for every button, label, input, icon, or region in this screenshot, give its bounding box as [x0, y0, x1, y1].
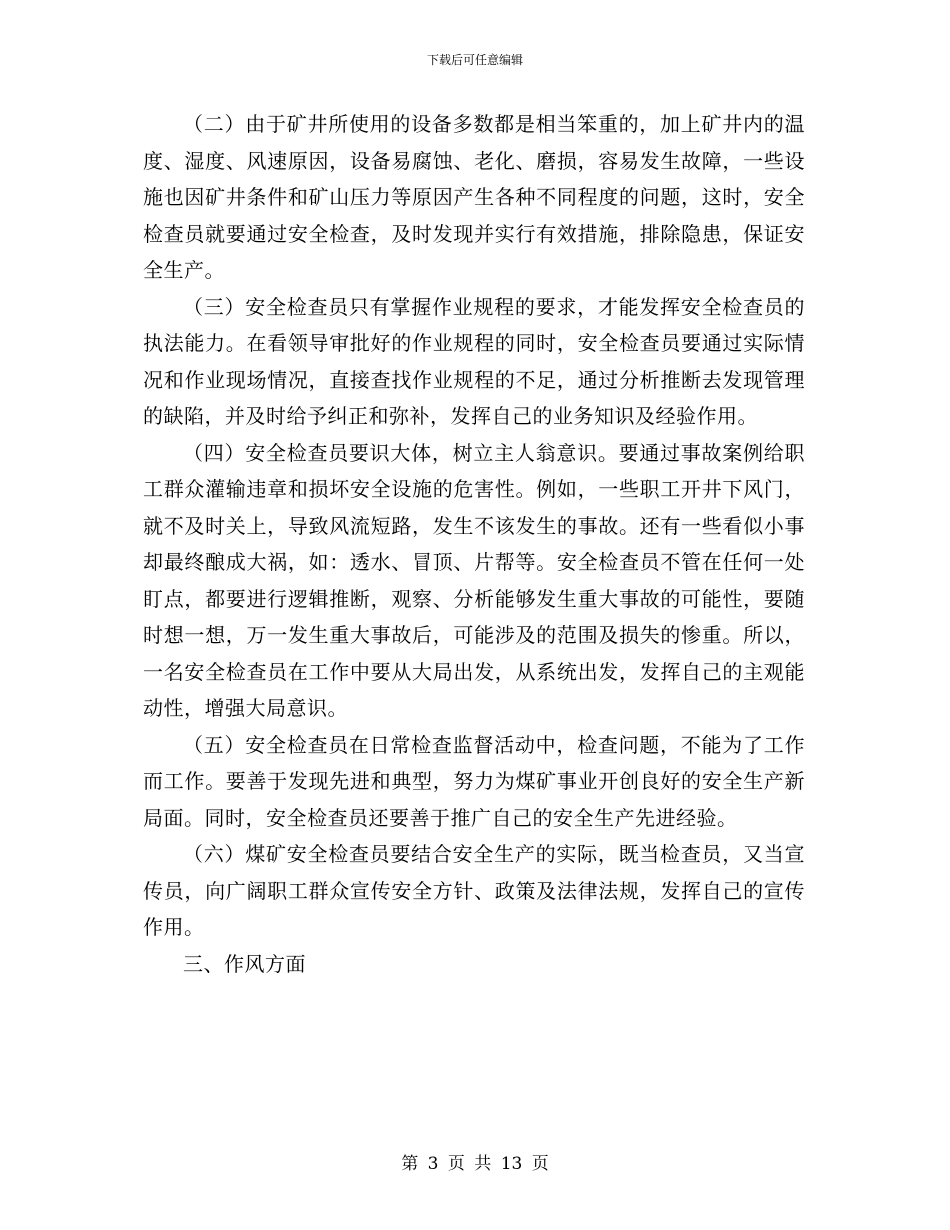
- paragraph-5: （五）安全检查员在日常检查监督活动中，检查问题，不能为了工作而工作。要善于发现先进和典型，努力为煤矿事业开创良好的安全生产新局面。同时，安全检查员还要善于推广自己的安全生产先进经验。: [143, 732, 805, 830]
- paragraph-3: （三）安全检查员只有掌握作业规程的要求，才能发挥安全检查员的执法能力。在看领导审批好的作业规程的同时，安全检查员要通过实际情况和作业现场情况，直接查找作业规程的不足，通过分析推断去发现管理的缺陷，并及时给予纠正和弥补，发挥自己的业务知识及经验作用。: [143, 294, 805, 428]
- paragraph-6: （六）煤矿安全检查员要结合安全生产的实际，既当检查员，又当宣传员，向广阔职工群众宣传安全方针、政策及法律法规，发挥自己的宣传作用。: [143, 842, 805, 939]
- paragraph-4: （四）安全检查员要识大体，树立主人翁意识。要通过事故案例给职工群众灌输违章和损坏安全设施的危害性。例如，一些职工开井下风门，就不及时关上，导致风流短路，发生不该发生的事故。还有一些看似小事却最终酿成大祸，如：透水、冒顶、片帮等。安全检查员不管在任何一处盯点，都要进行逻辑推断，观察、分析能够发生重大事故的可能性，要随时想一想，万一发生重大事故后，可能涉及的范围及损失的惨重。所以，一名安全检查员在工作中要从大局出发，从系统出发，发挥自己的主观能动性，增强大局意识。: [143, 440, 805, 720]
- paragraph-2: （二）由于矿井所使用的设备多数都是相当笨重的，加上矿井内的温度、湿度、风速原因，设备易腐蚀、老化、磨损，容易发生故障，一些设施也因矿井条件和矿山压力等原因产生各种不同程度的问题，这时，安全检查员就要通过安全检查，及时发现并实行有效措施，排除隐患，保证安全生产。: [143, 112, 805, 282]
- section-heading: 三、作风方面: [183, 951, 306, 976]
- page-number-footer: 第 3 页 共 13 页: [401, 1154, 549, 1174]
- page-header: 下载后可任意编辑: [426, 53, 523, 67]
- document-body: [143, 106, 805, 982]
